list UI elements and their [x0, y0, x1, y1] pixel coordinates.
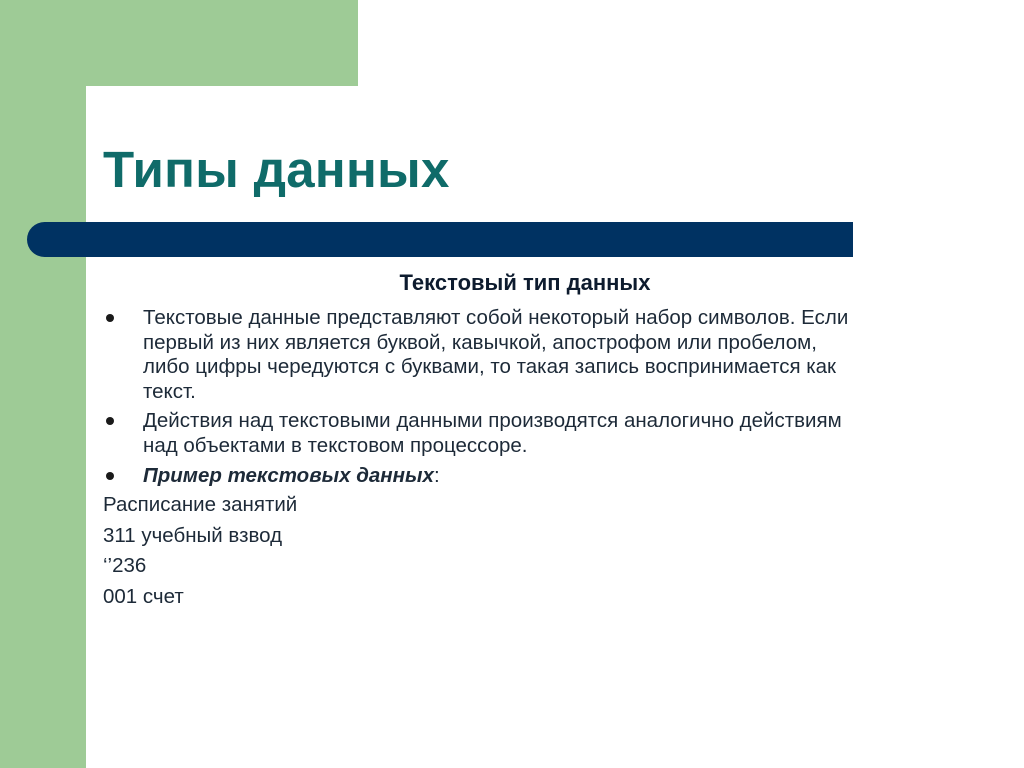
example-line: 311 учебный взвод — [103, 524, 283, 547]
green-left-block — [0, 0, 86, 768]
bullet-dot-icon — [106, 417, 114, 425]
slide-subtitle: Текстовый тип данных — [399, 270, 651, 295]
bullet-item — [143, 409, 842, 458]
bullet-line: либо цифры чередуются с буквами, то такая запись воспринимается как — [143, 355, 837, 378]
bullet-line: Текстовые данные представляют собой некоторый набор символов. Если — [143, 306, 849, 329]
title-underline-bar — [27, 222, 853, 257]
bullet-dot-icon — [106, 314, 114, 322]
bullet-line: Действия над текстовыми данными производятся аналогично действиям — [143, 409, 842, 432]
example-line: Расписание занятий — [103, 493, 298, 516]
bullet-line: текст. — [143, 379, 196, 403]
example-heading: Пример текстовых данных — [143, 464, 434, 487]
slide-title: Типы данных — [103, 141, 450, 198]
bullet-line: первый из них является буквой, кавычкой, апострофом или пробелом, — [143, 330, 817, 354]
example-line: ‘’236 — [103, 554, 147, 577]
bullet-dot-icon — [106, 472, 114, 480]
example-line: 001 счет — [103, 585, 184, 608]
bullet-item — [143, 306, 848, 404]
example-heading-colon: : — [433, 464, 440, 487]
bullet-item — [143, 464, 440, 489]
bullet-line — [143, 464, 440, 489]
bullet-line: над объектами в текстовом процессоре. — [143, 433, 528, 457]
